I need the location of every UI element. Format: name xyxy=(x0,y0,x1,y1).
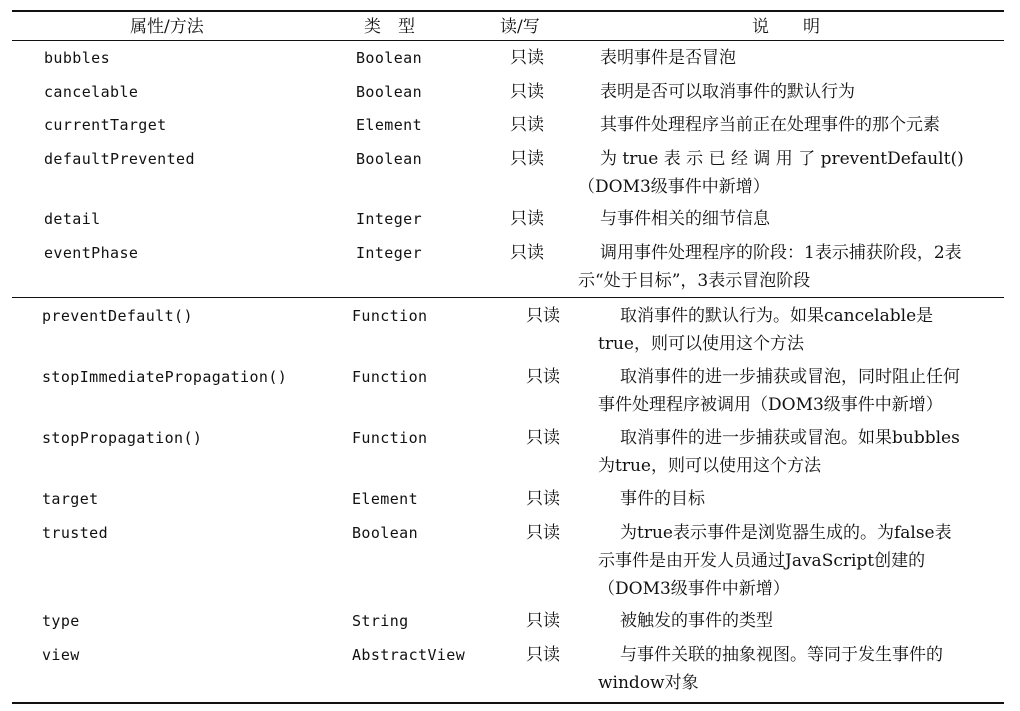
cell-readwrite: 只读 xyxy=(510,82,544,102)
cell-name: type xyxy=(42,612,80,630)
header-rw: 读/写 xyxy=(500,17,540,37)
cell-description xyxy=(598,641,992,697)
description-line: 表明是否可以取消事件的默认行为 xyxy=(600,82,855,102)
cell-description xyxy=(578,239,992,295)
cell-name: stopPropagation() xyxy=(42,429,203,447)
cell-readwrite: 只读 xyxy=(526,306,560,326)
cell-readwrite: 只读 xyxy=(526,645,560,665)
cell-name: view xyxy=(42,646,80,664)
description-line: 取消事件的进一步捕获或冒泡，同时阻止任何 xyxy=(620,367,960,387)
cell-type: Boolean xyxy=(356,49,423,67)
cell-name: trusted xyxy=(42,524,109,542)
cell-description xyxy=(578,44,992,72)
cell-readwrite: 只读 xyxy=(526,523,560,543)
group-divider-rule xyxy=(12,297,1004,298)
cell-description xyxy=(578,78,992,106)
cell-type: Integer xyxy=(356,244,423,262)
cell-name: target xyxy=(42,490,99,508)
description-line: window对象 xyxy=(598,673,699,693)
cell-type: Function xyxy=(352,307,428,325)
cell-description xyxy=(598,485,992,513)
description-line: 与事件关联的抽象视图。等同于发生事件的 xyxy=(620,645,943,665)
cell-readwrite: 只读 xyxy=(510,48,544,68)
cell-type: Boolean xyxy=(356,83,423,101)
description-line: 取消事件的默认行为。如果cancelable是 xyxy=(620,306,934,326)
cell-name: detail xyxy=(44,210,101,228)
description-line: 为true，则可以使用这个方法 xyxy=(598,456,821,476)
cell-description xyxy=(598,519,992,603)
description-line: 为true表示事件是浏览器生成的。为false表 xyxy=(620,523,952,543)
cell-type: Boolean xyxy=(352,524,419,542)
cell-name: preventDefault() xyxy=(42,307,193,325)
cell-name: defaultPrevented xyxy=(44,150,195,168)
cell-type: String xyxy=(352,612,409,630)
cell-description xyxy=(598,302,992,358)
description-line: 与事件相关的细节信息 xyxy=(600,209,770,229)
cell-type: AbstractView xyxy=(352,646,466,664)
cell-name: cancelable xyxy=(44,83,139,101)
header-desc: 说 明 xyxy=(752,17,820,37)
cell-type: Function xyxy=(352,368,428,386)
cell-readwrite: 只读 xyxy=(510,243,544,263)
description-line: （DOM3级事件中新增） xyxy=(578,177,770,197)
description-line: 取消事件的进一步捕获或冒泡。如果bubbles xyxy=(620,428,960,448)
cell-readwrite: 只读 xyxy=(526,428,560,448)
description-line: 示事件是由开发人员通过JavaScript创建的 xyxy=(598,551,926,571)
cell-description xyxy=(598,424,992,480)
cell-name: stopImmediatePropagation() xyxy=(42,368,288,386)
cell-name: eventPhase xyxy=(44,244,139,262)
cell-description xyxy=(578,205,992,233)
cell-type: Function xyxy=(352,429,428,447)
header-rule xyxy=(12,40,1004,41)
cell-readwrite: 只读 xyxy=(526,489,560,509)
cell-name: currentTarget xyxy=(44,116,167,134)
table-top-rule xyxy=(12,10,1004,12)
cell-type: Boolean xyxy=(356,150,423,168)
description-line: 事件的目标 xyxy=(620,489,705,509)
cell-description xyxy=(598,607,992,635)
table-bottom-rule xyxy=(12,702,1004,704)
cell-readwrite: 只读 xyxy=(510,149,544,169)
description-line: 为 true 表 示 已 经 调 用 了 preventDefault() xyxy=(600,149,964,169)
description-line: true，则可以使用这个方法 xyxy=(598,334,804,354)
cell-type: Integer xyxy=(356,210,423,228)
cell-readwrite: 只读 xyxy=(510,209,544,229)
cell-name: bubbles xyxy=(44,49,111,67)
cell-readwrite: 只读 xyxy=(526,367,560,387)
header-type: 类 型 xyxy=(364,17,415,37)
description-line: （DOM3级事件中新增） xyxy=(598,579,790,599)
cell-description xyxy=(578,111,992,139)
cell-type: Element xyxy=(352,490,419,508)
cell-readwrite: 只读 xyxy=(526,611,560,631)
cell-readwrite: 只读 xyxy=(510,115,544,135)
cell-description xyxy=(578,145,992,201)
description-line: 表明事件是否冒泡 xyxy=(600,48,736,68)
cell-description xyxy=(598,363,992,419)
header-name: 属性/方法 xyxy=(130,17,204,37)
description-line: 事件处理程序被调用（DOM3级事件中新增） xyxy=(598,395,943,415)
description-line: 调用事件处理程序的阶段：1表示捕获阶段，2表 xyxy=(600,243,962,263)
cell-type: Element xyxy=(356,116,423,134)
description-line: 被触发的事件的类型 xyxy=(620,611,773,631)
description-line: 其事件处理程序当前正在处理事件的那个元素 xyxy=(600,115,940,135)
description-line: 示“处于目标”，3表示冒泡阶段 xyxy=(578,271,811,291)
